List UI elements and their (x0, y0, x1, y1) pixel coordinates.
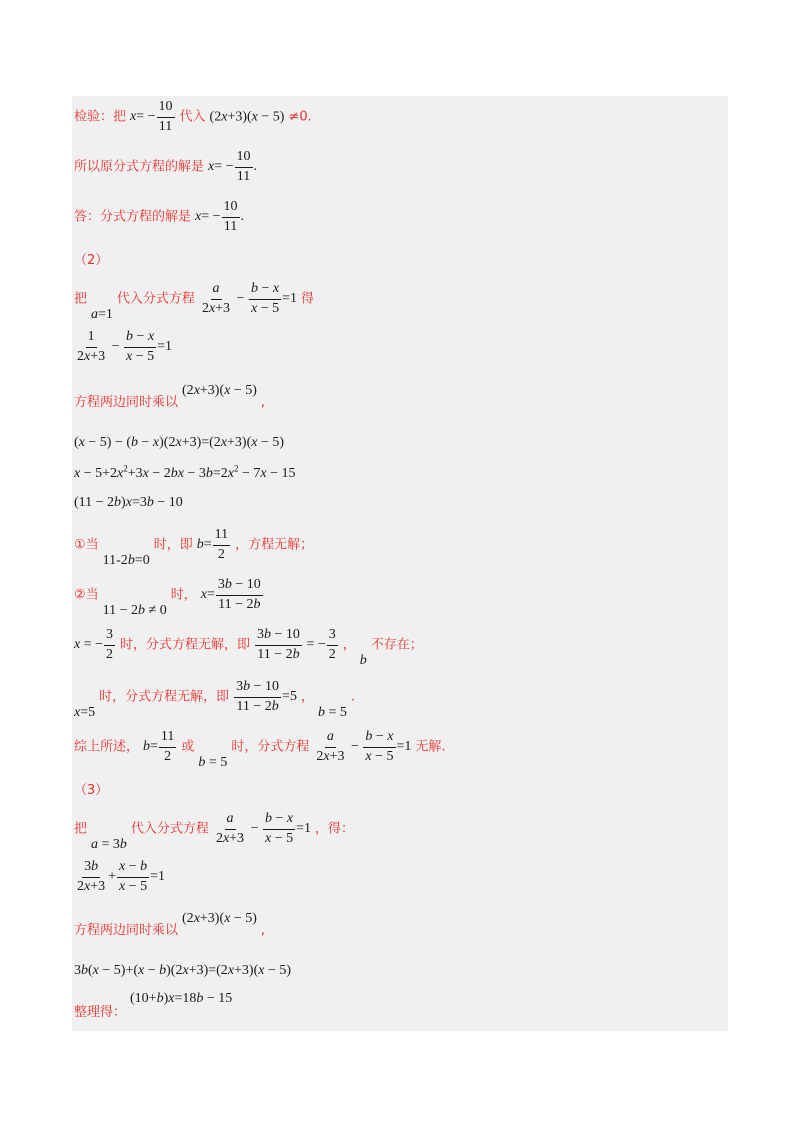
math-expr: 3b(x − 5)+(x − b)(2x+3)=(2x+3)(x − 5) (74, 963, 292, 978)
expand3-line (74, 962, 291, 978)
part3-label: （3） (74, 783, 109, 798)
substitute-line: 把 a=1 代入分式方程 $\frac{a}{2x+3}$ − $\frac{b - x}{x - 5}$ =1 得 (74, 281, 315, 323)
math-expr: a=1 (91, 307, 113, 323)
math-expr: $\frac{a}{2x+3}$ − $\frac{b - x}{x - 5}$ =1 (201, 281, 297, 316)
math-expr: (10+b)x=18b − 15 (130, 991, 233, 1006)
math-expr: $\frac{3b}{2x+3}$ + $\frac{x - b}{x - 5}$ =1 (77, 859, 166, 894)
math-expr: b = 5 (317, 705, 347, 721)
math-expr: b = 5 (198, 755, 228, 771)
case2c-line: x=5 时，分式方程无解，即 $\frac{3b - 10}{11 - 2b}$ =5 ， b = 5 . (74, 679, 356, 721)
expand-line-1 (74, 434, 284, 450)
equation3-line (74, 860, 165, 894)
multiply3-line: $_{方程两边同时乘以}$ (2x+3)(x − 5) $_,$ (74, 911, 266, 938)
orig-solution-line: 所以原分式方程的解是 x= − $\frac{10}{11}$ . (74, 149, 258, 184)
math-expr: b (359, 653, 367, 669)
math-expr: (11 − 2b)x=3b − 10 (74, 495, 183, 510)
math-expr: $\frac{a}{2x+3}$ − $\frac{b - x}{x - 5}$ =1 (316, 729, 412, 764)
math-expr: 11-2b=0 (102, 553, 150, 569)
expand-line-3 (74, 494, 183, 510)
substitute3-line: 把 a = 3b 代入分式方程 $\frac{a}{2x+3}$ − $\frac{b - x}{x - 5}$ =1 ，得： (74, 811, 355, 853)
math-expr: (2x+3)(x − 5) (209, 109, 285, 125)
content-panel (72, 96, 728, 1031)
math-expr: $\frac{1}{2x+3}$ − $\frac{b - x}{x - 5}$ =1 (77, 329, 173, 364)
math-expr: $\frac{3b - 10}{11 - 2b}$ = − $\frac{3}{2}$ (257, 627, 336, 662)
math-expr: b= $\frac{11}{2}$ (196, 527, 229, 562)
math-expr: x= $\frac{3b - 10}{11 - 2b}$ (200, 577, 261, 612)
math-expr: (2x+3)(x − 5) (182, 383, 257, 398)
part2-label: （2） (74, 253, 109, 268)
math-expr: a = 3b (91, 837, 127, 853)
math-expr: x=5 (74, 705, 96, 721)
math-expr: x = − $\frac{3}{2}$ (74, 627, 114, 662)
equation-line (74, 330, 172, 364)
check-line: 检验：把 x= − $\frac{10}{11}$ 代入 (2x+3)(x − 5) ≠0. (74, 99, 312, 134)
expand-line-2 (74, 464, 296, 481)
math-expr: x= − $\frac{10}{11}$ (130, 99, 173, 134)
case2-line: ②当 11 − 2b ≠ 0 时， x= $\frac{3b - 10}{11 - 2b}$ (74, 578, 264, 612)
math-expr: 11 − 2b ≠ 0 (102, 603, 167, 619)
math-expr: x= − $\frac{10}{11}$ . (208, 149, 258, 184)
math-expr: x= − $\frac{10}{11}$ . (195, 199, 245, 234)
math-expr: (x − 5) − (b − x)(2x+3)=(2x+3)(x − 5) (74, 435, 285, 450)
summary-line: 综上所述， b= $\frac{11}{2}$ 或 b = 5 时，分式方程 $\frac{a}{2x+3}$ − $\frac{b - x}{x - 5}$ =1 无解. (74, 729, 446, 771)
case2b-line: x = − $\frac{3}{2}$ 时，分式方程无解，即 $\frac{3b - 10}{11 - 2b}$ = − $\frac{3}{2}$ ， b 不存在； (74, 627, 423, 669)
math-expr: b= $\frac{11}{2}$ (143, 729, 175, 764)
case1-line: ①当 11-2b=0 时，即 b= $\frac{11}{2}$ ，方程无解； (74, 527, 314, 569)
answer-line: 答：分式方程的解是 x= − $\frac{10}{11}$ . (74, 199, 245, 234)
multiply-line: $_{方程两边同时乘以}$ (2x+3)(x − 5) $_,$ (74, 383, 266, 410)
math-expr: $x - 5+2x^2+3x - 2bx - 3b=2x^2 - 7x - 15$ (74, 463, 296, 481)
simplify-line: $_{整理得:}$ (10+b)x=18b − 15 (74, 991, 233, 1020)
math-expr: (2x+3)(x − 5) (182, 911, 257, 926)
math-expr: $\frac{a}{2x+3}$ − $\frac{b - x}{x - 5}$ =1 (215, 811, 311, 846)
math-expr: $\frac{3b - 10}{11 - 2b}$ =5 (236, 679, 297, 714)
